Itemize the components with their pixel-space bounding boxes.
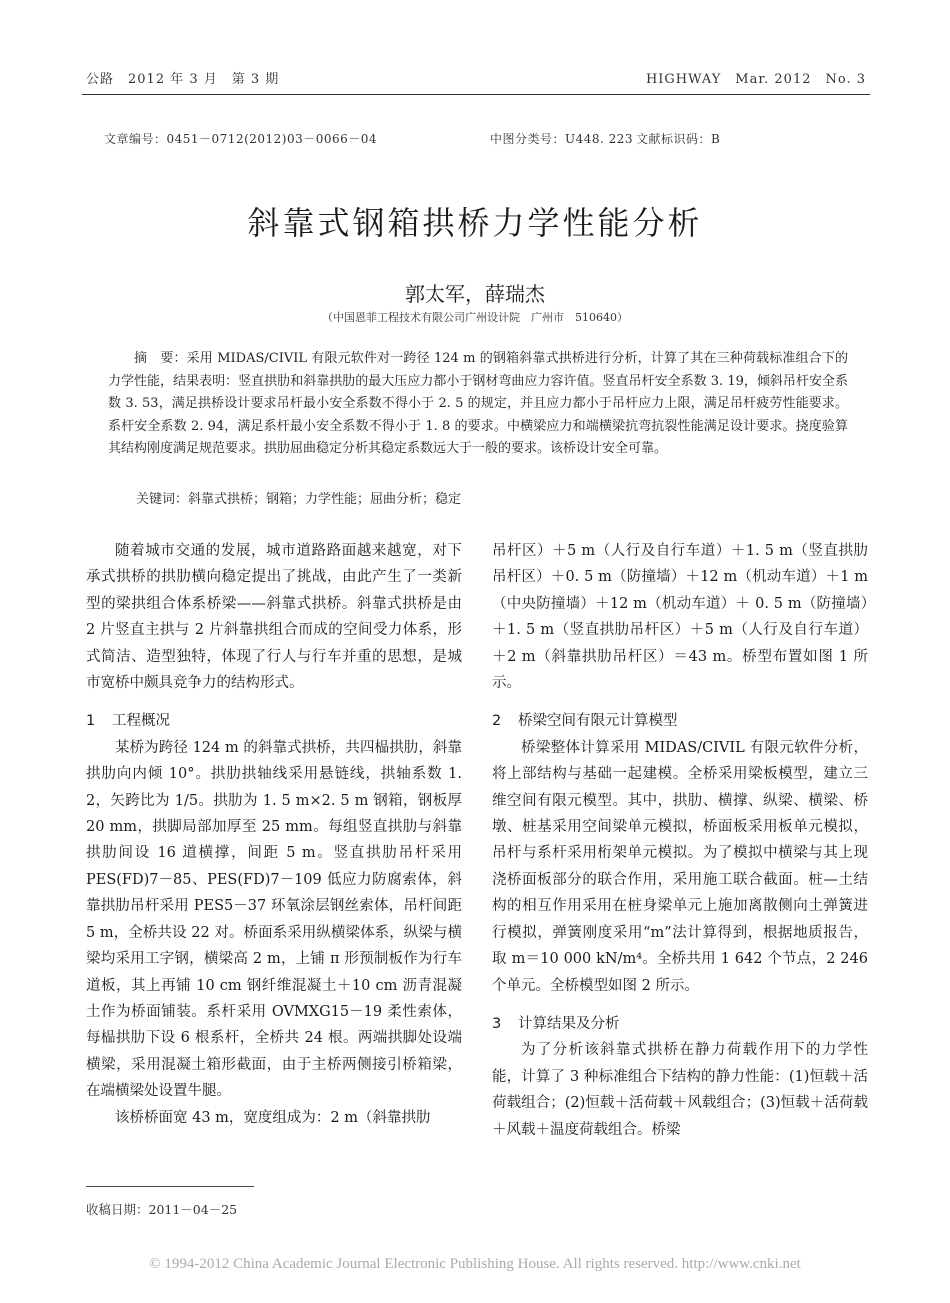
running-header-left: 公路 2012 年 3 月 第 3 期 xyxy=(86,72,280,87)
right-column xyxy=(492,538,868,1143)
affiliation: （中国恩菲工程技术有限公司广州设计院 广州市 510640） xyxy=(322,311,628,324)
document-code: 文献标识码：B xyxy=(636,132,721,146)
section-number: 2 xyxy=(492,713,502,730)
section-title: 工程概况 xyxy=(112,713,170,730)
intro-paragraph: 随着城市交通的发展，城市道路路面越来越宽，对下承式拱桥的拱肋横向稳定提出了挑战，由此产生了一类新型的梁拱组合体系桥梁——斜靠式拱桥。斜靠式拱桥是由 2 片竖直主拱与 2 片斜靠拱组合而成的空间受力体系，形式简洁、造型独特，体现了行人与行车并重的思想，是城市宽桥中颇具竞争力的结构形式。 xyxy=(86,543,462,692)
authors: 郭太军，薛瑞杰 xyxy=(405,282,545,306)
footnote-rule xyxy=(86,1186,254,1187)
header-rule xyxy=(82,94,870,95)
article-number: 文章编号：0451－0712(2012)03－0066－04 xyxy=(104,132,378,146)
section-1-paragraph: 某桥为跨径 124 m 的斜靠式拱桥，共四榀拱肋，斜靠拱肋向内倾 10°。拱肋拱轴线采用悬链线，拱轴系数 1. 2，矢跨比为 1/5。拱肋为 1. 5 m×2. 5 m 钢箱，钢板厚 20 mm，拱脚局部加厚至 25 mm。每组竖直拱肋与斜靠拱肋间设 16 道横撑，间距 5 m。竖直拱肋吊杆采用 PES(FD)7－85、PES(FD)7－109 低应力防腐索体，斜靠拱肋吊杆采用 PES5－37 环氧涂层钢丝索体，吊杆间距 5 m，全桥共设 22 对。桥面系采用纵横梁体系，纵梁与横梁均采用工字钢，横梁高 2 m，上铺 π 形预制板作为行车道板，其上再铺 10 cm 钢纤维混凝土＋10 cm 沥青混凝土作为桥面铺装。系杆采用 OVMXG15－19 柔性索体，每榀拱肋下设 6 根系杆，全桥共 24 根。两端拱脚处设端横梁，采用混凝土箱形截面，由于主桥两侧接引桥箱梁，在端横梁处设置牛腿。 xyxy=(86,739,462,1100)
section-heading-2 xyxy=(492,708,868,734)
section-heading-3 xyxy=(492,1011,868,1037)
section-title: 桥梁空间有限元计算模型 xyxy=(518,713,678,730)
paper-title: 斜靠式钢箱拱桥力学性能分析 xyxy=(247,204,703,242)
clc-number: 中图分类号：U448. 223 xyxy=(490,132,634,146)
section-title: 计算结果及分析 xyxy=(518,1015,620,1032)
running-header-right: HIGHWAY Mar. 2012 No. 3 xyxy=(645,72,866,87)
section-heading-1 xyxy=(86,708,462,734)
left-column xyxy=(86,538,462,1131)
abstract: 摘 要：采用 MIDAS/CIVIL 有限元软件对一跨径 124 m 的钢箱斜靠式拱桥进行分析，计算了其在三种荷载标准组合下的力学性能，结果表明：竖直拱肋和斜靠拱肋的最大压应力都小于钢材弯曲应力容许值。竖直吊杆安全系数 3. 19，倾斜吊杆安全系数 3. 53，满足拱桥设计要求吊杆最小安全系数不得小于 2. 5 的规定，并且应力都小于吊杆应力上限，满足吊杆疲劳性能要求。系杆安全系数 2. 94，满足系杆最小安全系数不得小于 1. 8 的要求。中横梁应力和端横梁抗弯抗裂性能满足设计要求。挠度验算其结构刚度满足规范要求。拱肋屈曲稳定分析其稳定系数远大于一般的要求。该桥设计安全可靠。 xyxy=(108,351,848,457)
section-3-paragraph: 为了分析该斜靠式拱桥在静力荷载作用下的力学性能，计算了 3 种标准组合下结构的静力性能：(1)恒载＋活荷载组合；(2)恒载＋活荷载＋风载组合；(3)恒载＋活荷载＋风载＋温度荷载组合。桥梁 xyxy=(492,1042,868,1138)
keywords: 关键词：斜靠式拱桥；钢箱；力学性能；屈曲分析；稳定 xyxy=(136,492,462,507)
copyright-notice: © 1994-2012 China Academic Journal Electronic Publishing House. All rights reserved. http://www.cnki.net xyxy=(149,1256,801,1272)
continued-paragraph: 吊杆区）＋5 m（人行及自行车道）＋1. 5 m（竖直拱肋吊杆区）＋0. 5 m（防撞墙）＋12 m（机动车道）＋1 m（中央防撞墙）＋12 m（机动车道）＋ 0. 5 m（防撞墙）＋1. 5 m（竖直拱肋吊杆区）＋5 m（人行及自行车道）＋2 m（斜靠拱肋吊杆区）＝43 m。桥型布置如图 1 所示。 xyxy=(492,543,868,692)
section-1-paragraph: 该桥桥面宽 43 m，宽度组成为：2 m（斜靠拱肋 xyxy=(115,1109,431,1126)
section-number: 3 xyxy=(492,1015,502,1032)
section-2-paragraph: 桥梁整体计算采用 MIDAS/CIVIL 有限元软件分析，将上部结构与基础一起建模。全桥采用梁板模型，建立三维空间有限元模型。其中，拱肋、横撑、纵梁、横梁、桥墩、桩基采用空间梁单元模拟，桥面板采用板单元模拟，吊杆与系杆采用桁架单元模拟。为了模拟中横梁与其上现浇桥面板部分的联合作用，采用施工联合截面。桩—土结构的相互作用采用在桩身梁单元上施加离散侧向土弹簧进行模拟，弹簧刚度采用“m”法计算得到，根据地质报告，取 m＝10 000 kN/m⁴。全桥共用 1 642 个节点，2 246 个单元。全桥模型如图 2 所示。 xyxy=(492,739,868,994)
received-date: 收稿日期：2011－04－25 xyxy=(86,1202,238,1217)
section-number: 1 xyxy=(86,713,96,730)
